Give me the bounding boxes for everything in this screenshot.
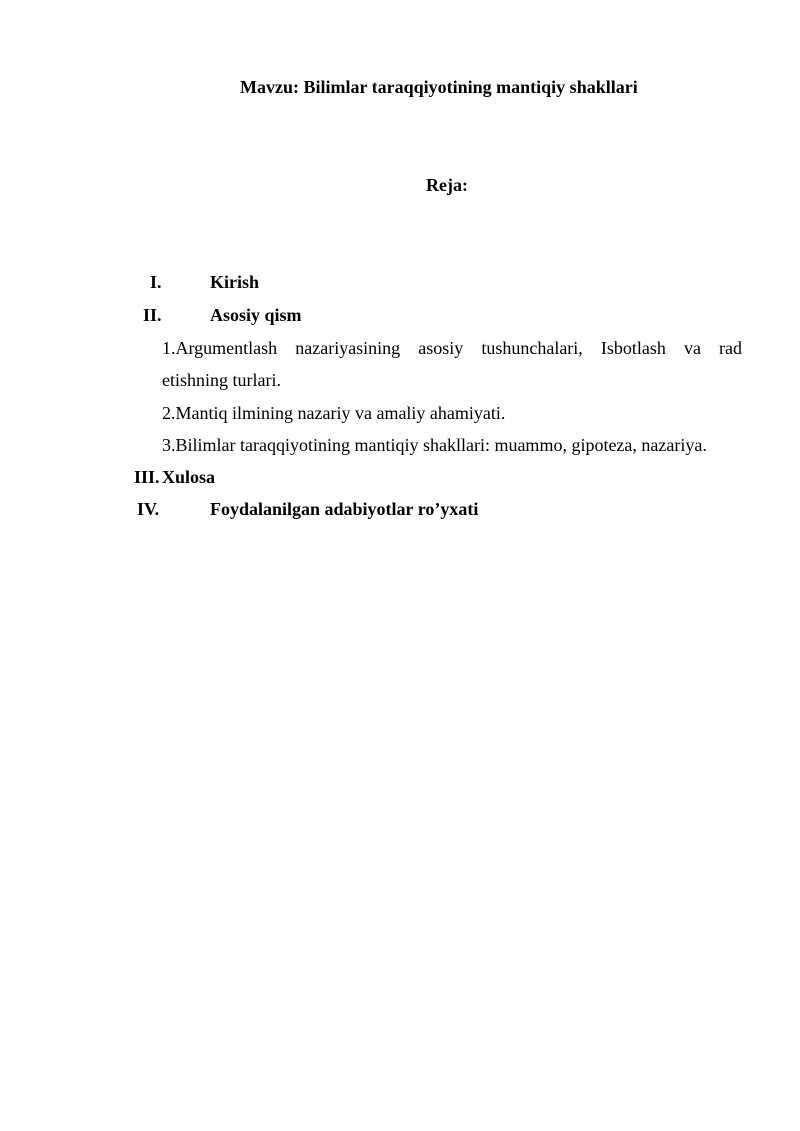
- outline-label: Kirish: [210, 272, 260, 292]
- outline-label: Foydalanilgan adabiyotlar ro’yxati: [210, 499, 479, 519]
- outline-item-references: [0, 497, 800, 521]
- outline-label: Asosiy qism: [210, 305, 302, 325]
- subitem-1-line-1: 1.Argumentlash nazariyasining asosiy tushunchalari, Isbotlash va rad: [162, 338, 742, 358]
- subitem-1-line-2: etishning turlari.: [162, 370, 281, 390]
- outline-numeral: II.: [143, 305, 162, 325]
- outline-item-introduction: [0, 270, 800, 294]
- outline-numeral: IV.: [137, 499, 160, 519]
- subitem-2: 2.Mantiq ilmining nazariy va amaliy ahamiyati.: [162, 403, 506, 423]
- outline-numeral: III.: [134, 467, 160, 487]
- outline-label: Xulosa: [162, 467, 216, 487]
- outline-item-conclusion: [0, 465, 800, 489]
- plan-heading: Reja:: [426, 175, 468, 195]
- outline-item-main-part: [0, 303, 800, 327]
- document-title: Mavzu: Bilimlar taraqqiyotining mantiqiy shakllari: [240, 77, 638, 97]
- outline-numeral: I.: [150, 272, 162, 292]
- subitem-3: 3.Bilimlar taraqqiyotining mantiqiy shakllari: muammo, gipoteza, nazariya.: [162, 435, 707, 455]
